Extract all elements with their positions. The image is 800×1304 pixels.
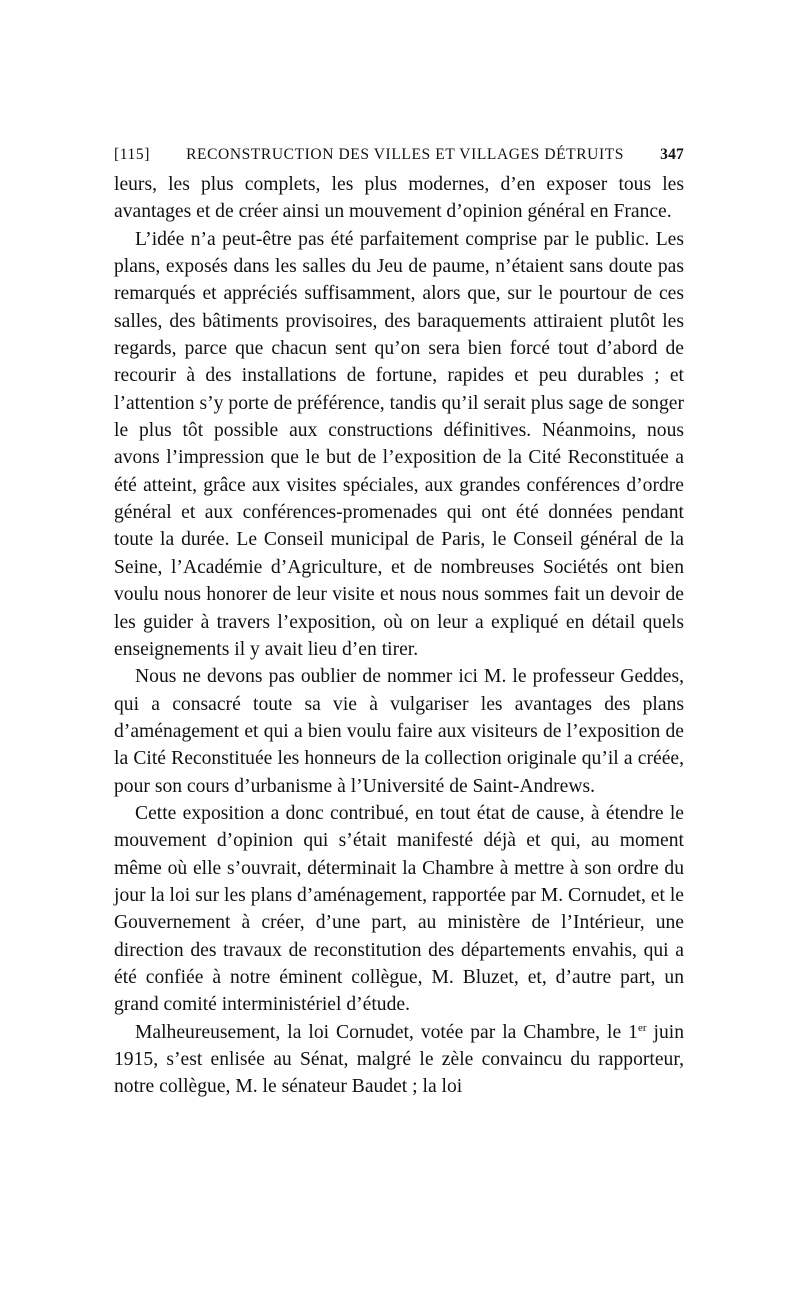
page-number: 347 [660,146,684,163]
paragraph-5 [114,1019,684,1101]
paragraph-5-end: juin 1915, s’est enlisée au Sénat, malgré le zèle convaincu du rapporteur, notre collègue, M. le sénateur Baudet ; la loi [114,1021,684,1098]
running-title: RECONSTRUCTION DES VILLES ET VILLAGES DÉTRUITS [186,146,625,163]
section-number: [115] [114,146,150,163]
book-page [114,145,684,1101]
body-text [114,171,684,1101]
paragraph-2: L’idée n’a peut-être pas été parfaitement comprise par le public. Les plans, exposés dans les salles du Jeu de paume, n’étaient sans doute pas remarqués et appréciés suffisamment, alors que, sur le pourtour de ces salles, des bâtiments provisoires, des baraquements attiraient plutôt les regards, parce que chacun sent qu’on sera bien forcé tout d’abord de recourir à des installations de fortune, rapides et peu durables ; et l’attention s’y porte de préférence, tandis qu’il serait plus sage de songer le plus tôt possible aux constructions définitives. Néanmoins, nous avons l’impression que le but de l’exposition de la Cité Reconstituée a été atteint, grâce aux visites spéciales, aux grandes conférences d’ordre général et aux conférences-promenades qui ont été données pendant toute la durée. Le Conseil municipal de Paris, le Conseil général de la Seine, l’Académie d’Agriculture, et de nombreuses Sociétés ont bien voulu nous honorer de leur visite et nous nous sommes fait un devoir de les guider à travers l’exposition, où on leur a expliqué en détail quels enseignements il y avait lieu d’en tirer. [114,228,684,660]
running-header [114,145,684,165]
ordinal-superscript: er [637,1021,647,1034]
paragraph-3: Nous ne devons pas oublier de nommer ici M. le professeur Geddes, qui a consacré toute sa vie à vulgariser les avantages des plans d’aménagement et qui a bien voulu faire aux visiteurs de l’exposition de la Cité Reconstituée les honneurs de la collection originale qu’il a créée, pour son cours d’urbanisme à l’Université de Saint-Andrews. [114,666,684,797]
paragraph-1: leurs, les plus complets, les plus modernes, d’en exposer tous les avantages et de créer ainsi un mouvement d’opinion général en France. [114,174,684,223]
paragraph-4: Cette exposition a donc contribué, en tout état de cause, à étendre le mouvement d’opinion qui s’était manifesté déjà et qui, au moment même où elle s’ouvrait, déterminait la Chambre à mettre à son ordre du jour la loi sur les plans d’aménagement, rapportée par M. Cornudet, et le Gouvernement à créer, d’une part, au ministère de l’Intérieur, une direction des travaux de reconstitution des départements envahis, qui a été confiée à notre éminent collègue, M. Bluzet, et, d’autre part, un grand comité interministériel d’étude. [114,802,684,1016]
paragraph-5-start: Malheureusement, la loi Cornudet, votée par la Chambre, le 1 [135,1021,638,1043]
